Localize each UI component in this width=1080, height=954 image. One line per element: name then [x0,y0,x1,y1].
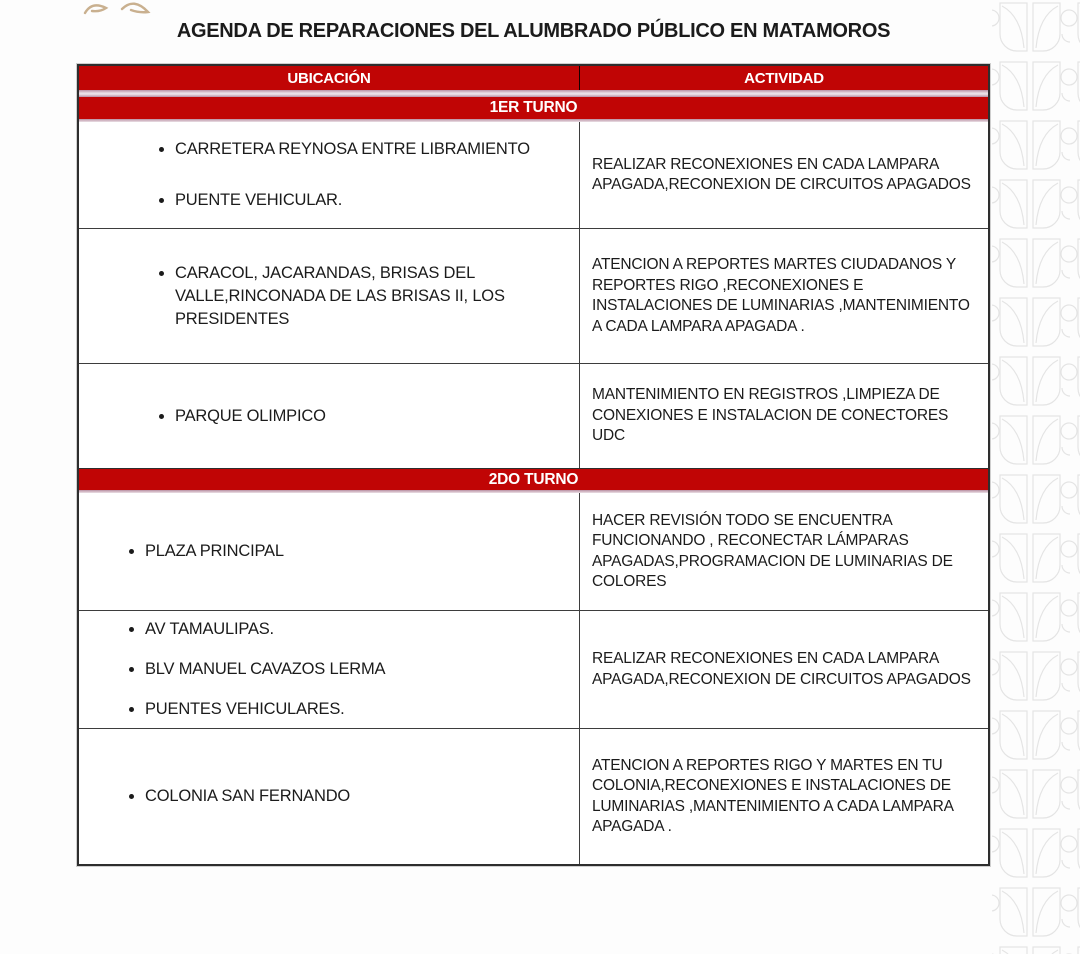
header-separator [79,90,988,97]
activity-text: ATENCION A REPORTES MARTES CIUDADANOS Y REPORTES RIGO ,RECONEXIONES E INSTALACIONES DE LUMINARIAS ,MANTENIMIENTO A CADA LAMPARA APAGADA . [592,256,970,335]
activity-text: REALIZAR RECONEXIONES EN CADA LAMPARA APAGADA,RECONEXION DE CIRCUITOS APAGADOS [592,650,971,688]
table-row [79,728,988,864]
table-row [79,363,988,468]
location-cell [79,493,580,610]
activity-cell [580,364,988,468]
location-item: • PUENTE VEHICULAR. [175,189,573,212]
watermark-pattern [992,0,1080,954]
agenda-table [77,64,990,866]
location-item: • BLV MANUEL CAVAZOS LERMA [145,658,569,681]
activity-text: HACER REVISIÓN TODO SE ENCUENTRA FUNCIONANDO , RECONECTAR LÁMPARAS APAGADAS,PROGRAMACION DE LUMINARIAS DE COLORES [592,511,953,590]
column-header-actividad: ACTIVIDAD [744,69,824,87]
location-item: • PUENTES VEHICULARES. [145,698,569,721]
section-band-1er-turno: 1ER TURNO [79,97,988,119]
activity-cell [580,122,988,228]
table-row [79,493,988,610]
column-header-ubicacion: UBICACIÓN [79,66,580,90]
location-cell [79,122,580,228]
location-item: • AV TAMAULIPAS. [145,618,569,641]
location-item: • CARACOL, JACARANDAS, BRISAS DEL VALLE,RINCONADA DE LAS BRISAS II, LOS PRESIDENTES [175,262,573,331]
location-cell [79,729,580,864]
section-band-2do-turno: 2DO TURNO [79,468,988,490]
activity-cell [580,229,988,363]
table-header-row [79,66,988,90]
activity-cell [580,493,988,610]
table-row [79,122,988,228]
activity-cell [580,729,988,864]
table-row [79,610,988,728]
location-item: • PLAZA PRINCIPAL [145,540,569,563]
location-cell [79,364,580,468]
partial-crest-logo-icon [82,0,154,16]
location-cell [79,611,580,728]
location-cell [79,229,580,363]
location-item: • PARQUE OLIMPICO [175,405,573,428]
activity-cell [580,611,988,728]
activity-text: MANTENIMIENTO EN REGISTROS ,LIMPIEZA DE CONEXIONES E INSTALACION DE CONECTORES UDC [592,386,949,445]
page-title: AGENDA DE REPARACIONES DEL ALUMBRADO PÚBLICO EN MATAMOROS [176,20,891,42]
location-item: • COLONIA SAN FERNANDO [145,785,569,808]
activity-text: REALIZAR RECONEXIONES EN CADA LAMPARA APAGADA,RECONEXION DE CIRCUITOS APAGADOS [592,155,971,193]
table-row [79,228,988,363]
location-item: • CARRETERA REYNOSA ENTRE LIBRAMIENTO [175,138,573,161]
activity-text: ATENCION A REPORTES RIGO Y MARTES EN TU COLONIA,RECONEXIONES E INSTALACIONES DE LUMINARIAS ,MANTENIMIENTO A CADA LAMPARA APAGADA . [592,756,953,835]
